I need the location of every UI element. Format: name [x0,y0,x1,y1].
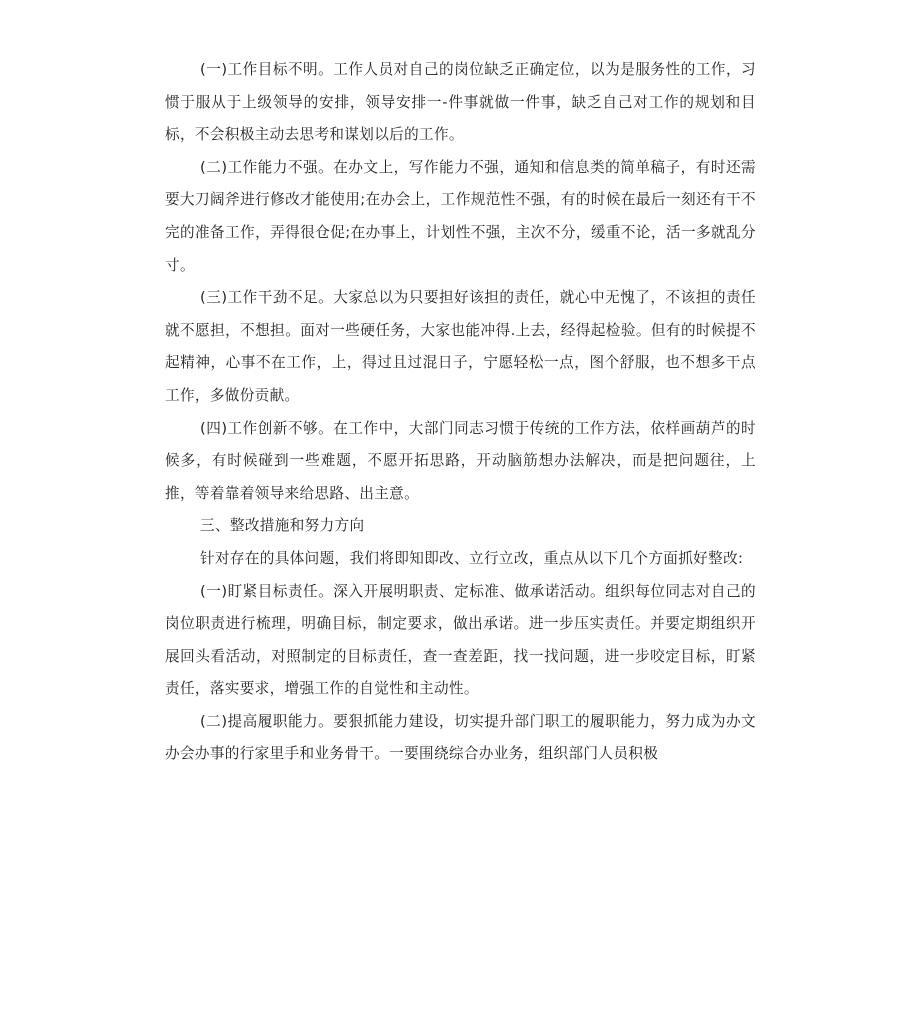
paragraph-problem-2: (二)工作能力不强。在办文上，写作能力不强，通知和信息类的简单稿子，有时还需要大刀阔斧进行修改才能使用;在办会上，工作规范性不强，有的时候在最后一刻还有干不完的准备工作，弄得很仓促;在办事上，计划性不强，主次不分，缓重不论，活一多就乱分寸。 [165,158,756,274]
paragraph-problem-4: (四)工作创新不够。在工作中，大部门同志习惯于传统的工作方法，依样画葫芦的时候多，有时候碰到一些难题，不愿开拓思路，开动脑筋想办法解决，而是把问题往，上推，等着靠着领导来给思路、出主意。 [165,419,756,502]
paragraph-measure-2: (二)提高履职能力。要狠抓能力建设，切实提升部门职工的履职能力，努力成为办文办会办事的行家里手和业务骨干。一要围绕综合办业务，组织部门人员积极 [165,712,756,763]
paragraph-problem-1: (一)工作目标不明。工作人员对自己的岗位缺乏正确定位，以为是服务性的工作，习惯于服从于上级领导的安排，领导安排一-件事就做一件事，缺乏自己对工作的规划和目标，不会积极主动去思考和谋划以后的工作。 [165,61,756,144]
paragraph-intro-measures: 针对存在的具体问题，我们将即知即改、立行立改，重点从以下几个方面抓好整改: [200,549,744,567]
paragraph-problem-3: (三)工作干劲不足。大家总以为只要担好该担的责任，就心中无愧了，不该担的责任就不愿担，不想担。面对一些硬任务，大家也能冲得.上去，经得起检验。但有的时候提不起精神，心事不在工作，上，得过且过混日子，宁愿轻松一点，图个舒服，也不想多干点工作，多做份贡献。 [165,289,756,404]
paragraph-measure-1: (一)盯紧目标责任。深入开展明职责、定标准、做承诺活动。组织每位同志对自己的岗位职责进行梳理，明确目标，制定要求，做出承诺。进一步压实责任。并要定期组织开展回头看活动，对照制定的目标责任，查一查差距，找一找问题，进一步咬定目标，盯紧责任，落实要求，增强工作的自觉性和主动性。 [165,582,756,698]
document-page [165,54,756,771]
section-heading-measures: 三、整改措施和努力方向 [200,517,365,535]
